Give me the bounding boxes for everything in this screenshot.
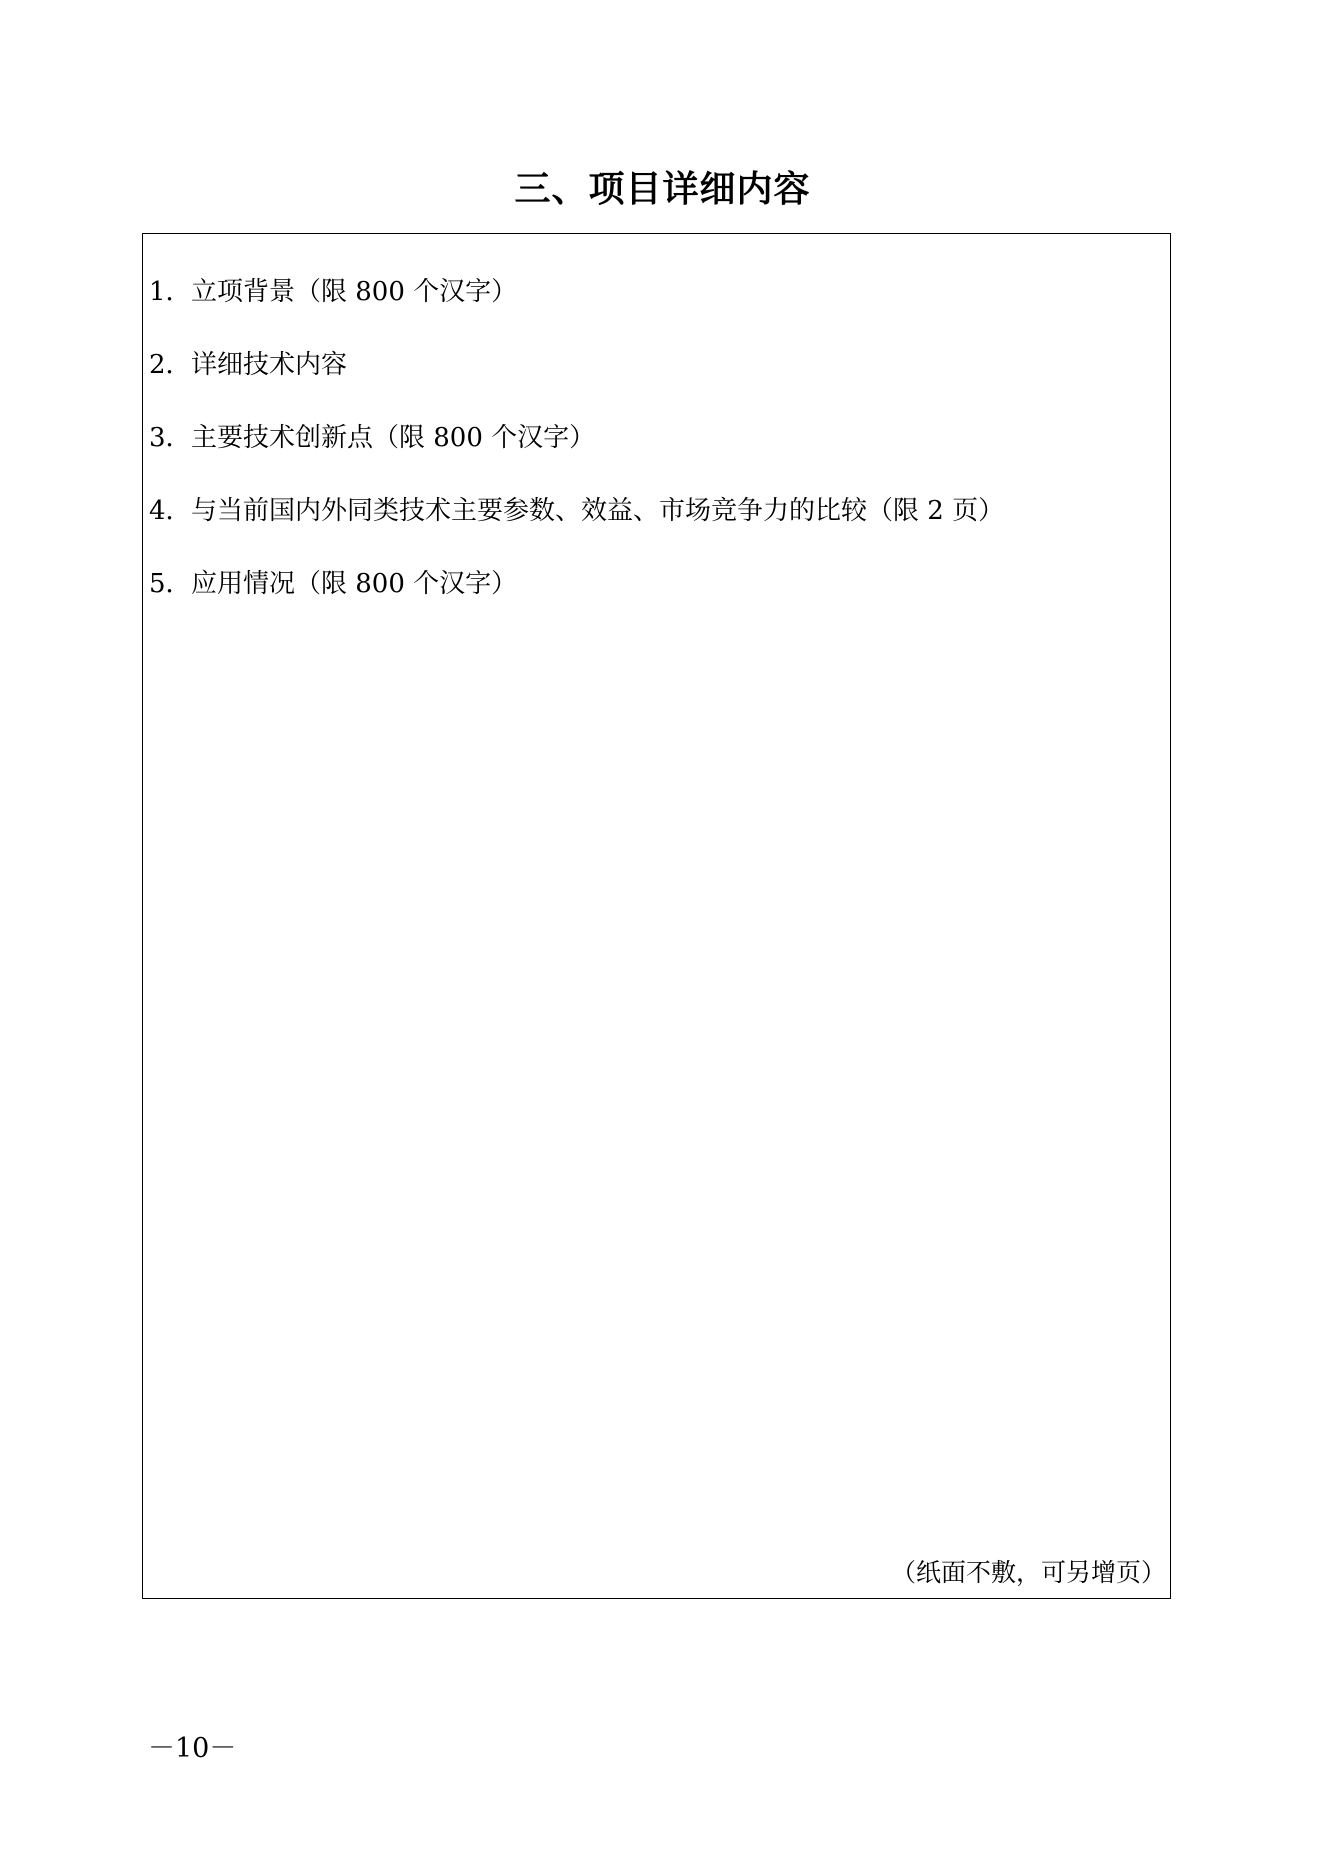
item-label: 应用情况（限 800 个汉字） xyxy=(191,569,518,599)
list-item xyxy=(149,274,1004,310)
list-item xyxy=(149,347,1004,383)
item-number: 3． xyxy=(149,423,192,453)
page-number: －10－ xyxy=(148,1733,237,1764)
list-item xyxy=(149,493,1004,529)
item-label: 主要技术创新点（限 800 个汉字） xyxy=(191,423,596,453)
page-title: 三、项目详细内容 xyxy=(514,169,811,210)
item-number: 4． xyxy=(149,496,192,526)
item-number: 5． xyxy=(149,569,192,599)
item-number: 2． xyxy=(149,350,192,380)
section-list xyxy=(149,274,1004,639)
item-number: 1． xyxy=(149,277,192,307)
list-item xyxy=(149,420,1004,456)
content-box xyxy=(142,233,1171,1599)
item-label: 详细技术内容 xyxy=(191,350,348,380)
list-item xyxy=(149,566,1004,602)
item-label: 与当前国内外同类技术主要参数、效益、市场竞争力的比较（限 2 页） xyxy=(191,496,1005,526)
item-label: 立项背景（限 800 个汉字） xyxy=(191,277,518,307)
footnote: （纸面不敷，可另增页） xyxy=(890,1558,1166,1587)
